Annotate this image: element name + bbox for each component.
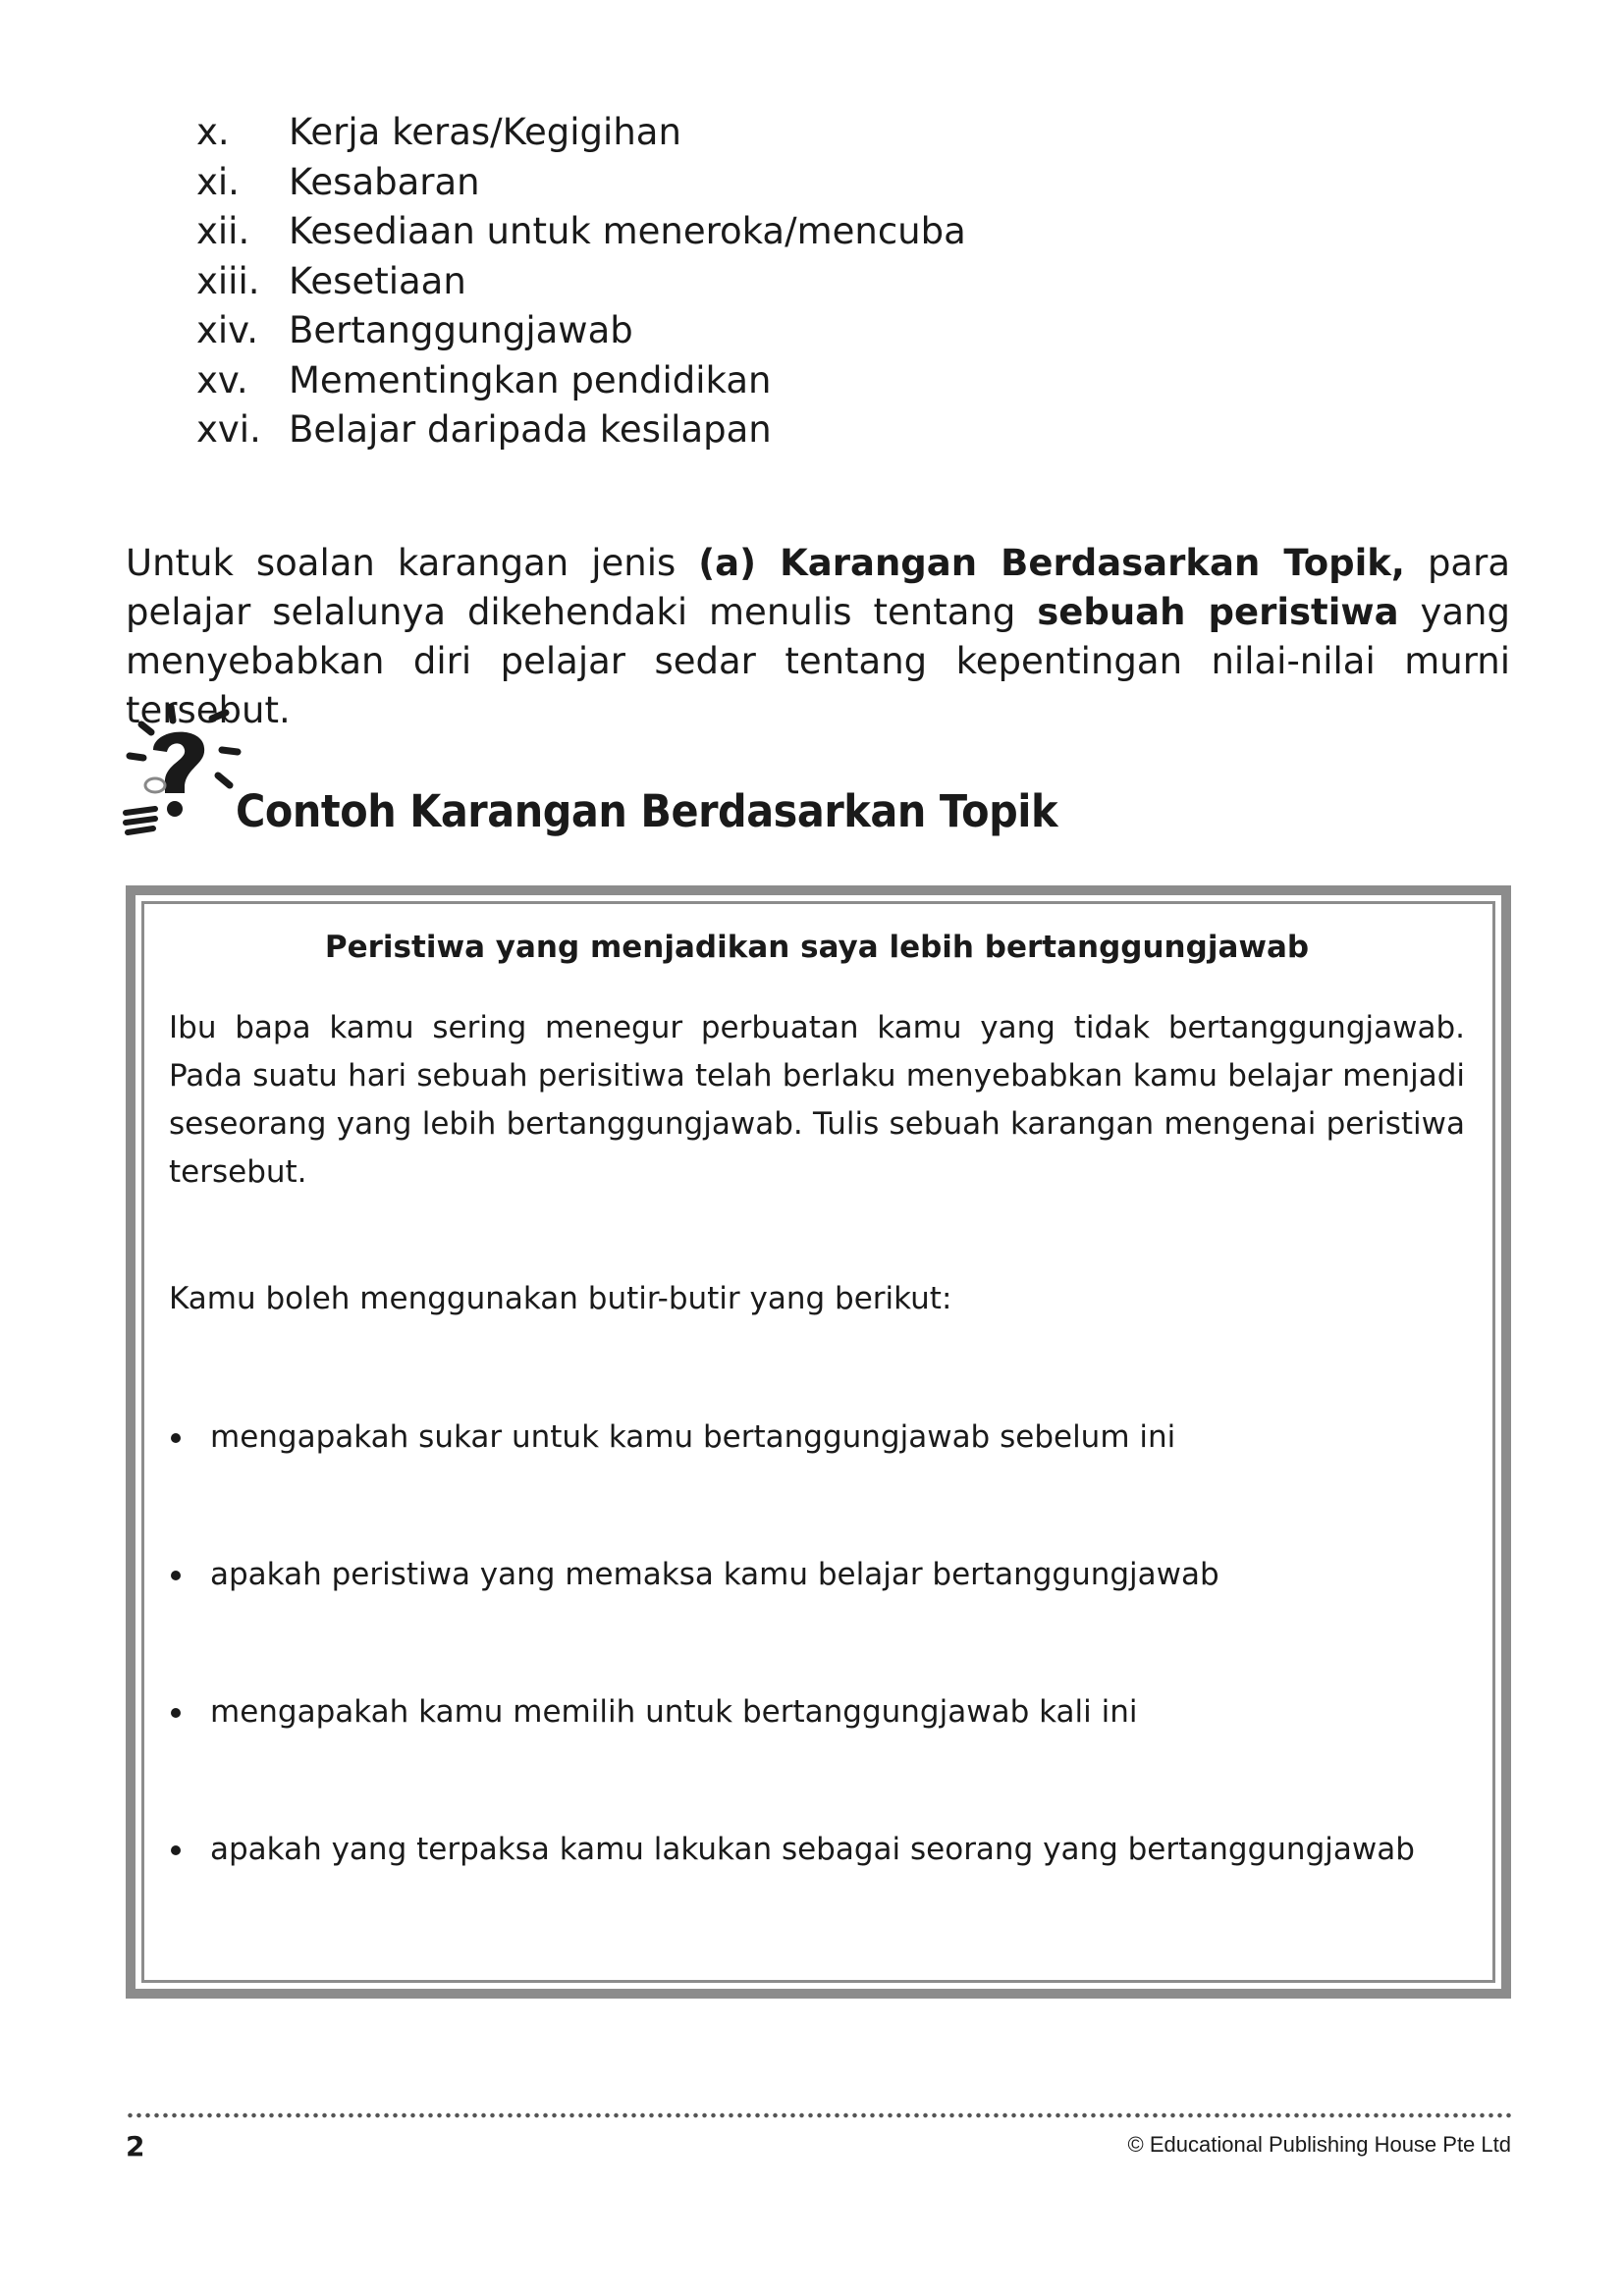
intro-bold-topic: (a) Karangan Berdasarkan Topik, (698, 542, 1405, 584)
list-item (196, 257, 966, 307)
bullet-icon (171, 1708, 181, 1718)
footer-divider (126, 2112, 1511, 2118)
list-item-text: Bertanggungjawab (289, 309, 633, 351)
values-list (196, 108, 966, 455)
list-item-text: Kesediaan untuk meneroka/mencuba (289, 210, 966, 252)
page-number: 2 (126, 2130, 145, 2163)
list-item-number: xi. (196, 160, 240, 203)
list-item-text: Kesabaran (289, 160, 480, 203)
box-content (169, 928, 1465, 1963)
bullet-text: apakah peristiwa yang memaksa kamu belajar bertanggungjawab (210, 1557, 1219, 1592)
bullet-icon (171, 1571, 181, 1580)
intro-paragraph (126, 539, 1510, 735)
list-item-text: Kesetiaan (289, 259, 466, 302)
bullet-text: apakah yang terpaksa kamu lakukan sebagai seorang yang bertanggungjawab (210, 1832, 1415, 1867)
intro-text-2: para pelajar selalunya dikehendaki menulis tentang (126, 542, 1510, 633)
list-item (196, 405, 966, 455)
bullet-icon (171, 1433, 181, 1443)
bullet-text: mengapakah kamu memilih untuk bertanggungjawab kali ini (210, 1694, 1138, 1730)
bullet-list (169, 1414, 1465, 1874)
box-paragraph: Ibu bapa kamu sering menegur perbuatan kamu yang tidak bertanggungjawab. Pada suatu hari sebuah perisitiwa telah berlaku menyebabkan kamu belajar menjadi seseorang yang lebih bertanggungjawab. Tulis sebuah karangan mengenai peristiwa tersebut. (169, 1010, 1465, 1190)
box-title: Peristiwa yang menjadikan saya lebih bertanggungjawab (324, 930, 1310, 965)
list-item-text: Mementingkan pendidikan (289, 358, 772, 401)
list-item-number: xiii. (196, 259, 260, 302)
copyright-notice: © Educational Publishing House Pte Ltd (1127, 2132, 1511, 2157)
list-item-number: xvi. (196, 408, 261, 451)
list-item-text: Belajar daripada kesilapan (289, 408, 772, 451)
section-title: Contoh Karangan Berdasarkan Topik (236, 785, 1058, 837)
bullet-icon (171, 1845, 181, 1855)
intro-bold-event: sebuah peristiwa (1037, 591, 1399, 633)
list-item-number: x. (196, 111, 230, 153)
box-lead: Kamu boleh menggunakan butir-butir yang berikut: (169, 1281, 952, 1316)
intro-text-3: yang menyebabkan diri pelajar sedar tentang kepentingan nilai-nilai murni tersebut. (126, 591, 1510, 731)
list-item (196, 356, 966, 406)
list-item (196, 108, 966, 158)
intro-text-1: Untuk soalan karangan jenis (126, 542, 699, 584)
list-item-number: xv. (196, 358, 248, 401)
list-item-text: Kerja keras/Kegigihan (289, 111, 681, 153)
lightbulb-question-icon (116, 699, 244, 856)
list-item (169, 1826, 1465, 1874)
list-item (169, 1414, 1465, 1462)
list-item-number: xiv. (196, 309, 258, 351)
list-item (169, 1688, 1465, 1736)
list-item (196, 306, 966, 356)
list-item-number: xii. (196, 210, 250, 252)
list-item (196, 207, 966, 257)
list-item (196, 158, 966, 208)
list-item (169, 1551, 1465, 1599)
bullet-text: mengapakah sukar untuk kamu bertanggungjawab sebelum ini (210, 1419, 1176, 1455)
